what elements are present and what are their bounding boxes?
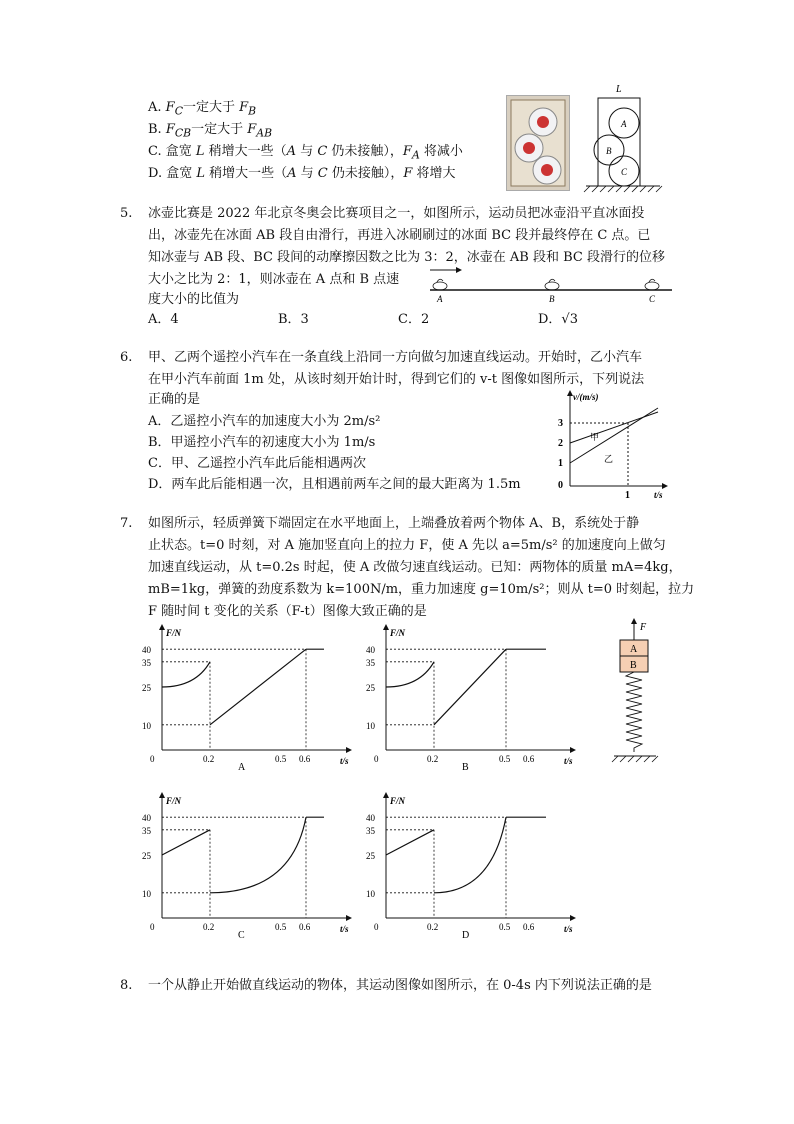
curve-segment-1: [386, 662, 434, 687]
y-axis-label: F/N: [390, 796, 406, 806]
x-axis-arrow: [570, 915, 576, 921]
x-tick-label: 0.2: [203, 922, 215, 932]
y-axis-arrow: [159, 792, 165, 798]
q7-graph-a: [140, 622, 360, 772]
q6-number: 6.: [120, 350, 133, 365]
x-tick-label: 0.5: [275, 754, 287, 764]
y-tick-label: 10: [366, 720, 375, 731]
force-f-label: F: [640, 622, 647, 633]
origin-label: 0: [374, 922, 379, 932]
q6-line-1: 甲、乙两个遥控小汽车在一条直线上沿同一方向做匀加速直线运动。开始时，乙小汽车: [148, 350, 643, 365]
x-tick-label: 0.5: [275, 922, 287, 932]
cans-in-box-image: [507, 96, 569, 190]
spring: [626, 672, 642, 752]
origin-label: 0: [150, 922, 155, 932]
q6-ytick-3: 3: [558, 418, 563, 429]
point-b-label: B: [549, 294, 555, 304]
y-tick-label: 35: [142, 657, 151, 668]
q7-line-4: mB=1kg，弹簧的劲度系数为 k=100N/m，重力加速度 g=10m/s²；则从 t=0 时刻起，拉力: [148, 582, 695, 597]
y-tick-label: 25: [142, 683, 151, 693]
line-segment-1: [162, 830, 210, 855]
q6-option-b: B．甲遥控小汽车的初速度大小为 1m/s: [148, 435, 376, 450]
q6-option-c: C．甲、乙遥控小汽车此后能相遇两次: [148, 456, 366, 471]
x-tick-label: 0.6: [299, 754, 311, 764]
q8-number: 8.: [120, 978, 133, 993]
curve-segment-2: [434, 817, 506, 893]
q7-graph-b: [364, 622, 584, 772]
y-tick-label: 10: [142, 720, 151, 731]
q6-xtick-1: 1: [625, 490, 630, 500]
q4-option-b: B. $F_{CB}$一定大于 $F_{AB}$: [148, 122, 273, 140]
q5-ice-diagram: [426, 264, 676, 304]
y-tick-label: 40: [142, 813, 151, 824]
line-segment-1: [386, 830, 434, 855]
x-axis-arrow: [570, 747, 576, 753]
q4-option-c: C. 盒宽 L 稍增大一些（A 与 C 仍未接触），$F_A$ 将减小: [148, 144, 463, 162]
q7-line-1: 如图所示，轻质弹簧下端固定在水平地面上，上端叠放着两个物体 A、B，系统处于静: [148, 516, 640, 531]
y-axis-label: F/N: [166, 796, 182, 806]
y-tick-label: 40: [142, 645, 151, 656]
q6-option-d: D．两车此后能相遇一次，且相遇前两车之间的最大距离为 1.5m: [148, 477, 521, 492]
q6-ylabel: v/(m/s): [573, 392, 599, 402]
q5-option-b: B．3: [278, 312, 309, 327]
line-segment-2: [434, 649, 506, 725]
origin-label: 0: [150, 754, 155, 764]
curve-segment-2: [210, 817, 306, 893]
q6-line-2: 在甲小汽车前面 1m 处，从该时刻开始计时，得到它们的 v-t 图像如图所示，下列说法: [148, 372, 645, 387]
block-a-label: A: [630, 644, 638, 655]
q4-option-d: D. 盒宽 L 稍增大一些（A 与 C 仍未接触），F 将增大: [148, 166, 456, 181]
y-tick-label: 25: [142, 851, 151, 861]
q5-line-5: 度大小的比值为: [148, 292, 240, 307]
graph-label: A: [238, 762, 246, 772]
box-photo: [506, 95, 570, 191]
q7-graph-d: [364, 790, 584, 940]
q5-line-3: 知冰壶与 AB 段、BC 段间的动摩擦因数之比为 3：2，冰壶在 AB 段和 BC 段滑行的位移: [148, 250, 665, 265]
q8-text: 一个从静止开始做直线运动的物体，其运动图像如图所示，在 0-4s 内下列说法正确的是: [148, 978, 652, 993]
q4-box-diagram: [578, 82, 668, 194]
graph-label: C: [238, 930, 245, 940]
q5-line-1: 冰壶比赛是 2022 年北京冬奥会比赛项目之一，如图所示，运动员把冰壶沿平直冰面投: [148, 206, 645, 221]
x-axis-arrow: [346, 747, 352, 753]
x-tick-label: 0.6: [523, 922, 535, 932]
y-tick-label: 35: [366, 657, 375, 668]
q5-option-d: D．√3: [538, 312, 578, 327]
y-axis-label: F/N: [390, 628, 406, 638]
label-L: L: [616, 84, 622, 95]
q6-ytick-2: 2: [558, 438, 563, 449]
x-axis-arrow: [346, 915, 352, 921]
q7-line-2: 止状态。t=0 时刻，对 A 施加竖直向上的拉力 F，使 A 先以 a=5m/s² 的加速度向上做匀: [148, 538, 666, 553]
q7-line-3: 加速直线运动，从 t=0.2s 时起，使 A 改做匀速直线运动。已知：两物体的质量 mA=4kg，: [148, 560, 682, 575]
q7-graph-c: [140, 790, 360, 940]
q6-line-3: 正确的是: [148, 392, 201, 407]
q7-spring-diagram: [596, 618, 676, 766]
q5-line-2: 出，冰壶先在冰面 AB 段自由滑行，再进入冰刷刷过的冰面 BC 段并最终停在 C 点。已: [148, 228, 651, 243]
line-segment-2: [210, 649, 306, 725]
origin-label: 0: [374, 754, 379, 764]
x-tick-label: 0.2: [203, 754, 215, 764]
curve-segment-1: [162, 662, 210, 687]
y-tick-label: 25: [366, 851, 375, 861]
q5-number: 5.: [120, 206, 133, 221]
graph-label: B: [462, 762, 469, 772]
y-axis-label: F/N: [166, 628, 182, 638]
ball-c-label: C: [621, 167, 628, 177]
jia-label: 甲: [590, 432, 600, 442]
ball-a-label: A: [621, 119, 627, 129]
x-tick-label: 0.6: [299, 922, 311, 932]
q6-ytick-0: 0: [558, 480, 563, 491]
y-tick-label: 10: [142, 888, 151, 899]
y-axis-arrow: [383, 624, 389, 630]
y-tick-label: 35: [142, 825, 151, 836]
y-tick-label: 25: [366, 683, 375, 693]
q6-vt-graph: [550, 388, 668, 500]
q5-option-a: A．4: [148, 312, 179, 327]
x-tick-label: 0.5: [499, 754, 511, 764]
x-axis-label: t/s: [340, 924, 349, 934]
line-yi: [570, 408, 658, 463]
q6-xlabel: t/s: [654, 490, 663, 500]
x-tick-label: 0.2: [427, 754, 439, 764]
y-axis-arrow: [159, 624, 165, 630]
q6-ytick-1: 1: [558, 458, 563, 469]
point-c-label: C: [649, 294, 656, 304]
y-tick-label: 40: [366, 813, 375, 824]
x-axis-label: t/s: [564, 756, 573, 766]
q7-number: 7.: [120, 516, 133, 531]
y-tick-label: 10: [366, 888, 375, 899]
graph-label: D: [462, 930, 470, 940]
block-b-label: B: [630, 660, 637, 671]
q6-option-a: A．乙遥控小汽车的加速度大小为 2m/s²: [148, 414, 381, 429]
y-tick-label: 40: [366, 645, 375, 656]
q7-line-5: F 随时间 t 变化的关系（F-t）图像大致正确的是: [148, 604, 427, 619]
x-tick-label: 0.6: [523, 754, 535, 764]
y-axis-arrow: [383, 792, 389, 798]
x-tick-label: 0.2: [427, 922, 439, 932]
y-tick-label: 35: [366, 825, 375, 836]
x-axis-label: t/s: [340, 756, 349, 766]
x-axis-label: t/s: [564, 924, 573, 934]
q4-option-a: A. $F_C$一定大于 $F_B$: [148, 100, 257, 118]
q5-option-c: C．2: [398, 312, 430, 327]
yi-label: 乙: [604, 454, 614, 464]
ball-b-label: B: [606, 146, 612, 156]
point-a-label: A: [437, 294, 443, 304]
x-tick-label: 0.5: [499, 922, 511, 932]
q5-line-4: 大小之比为 2：1，则冰壶在 A 点和 B 点速: [148, 272, 400, 287]
